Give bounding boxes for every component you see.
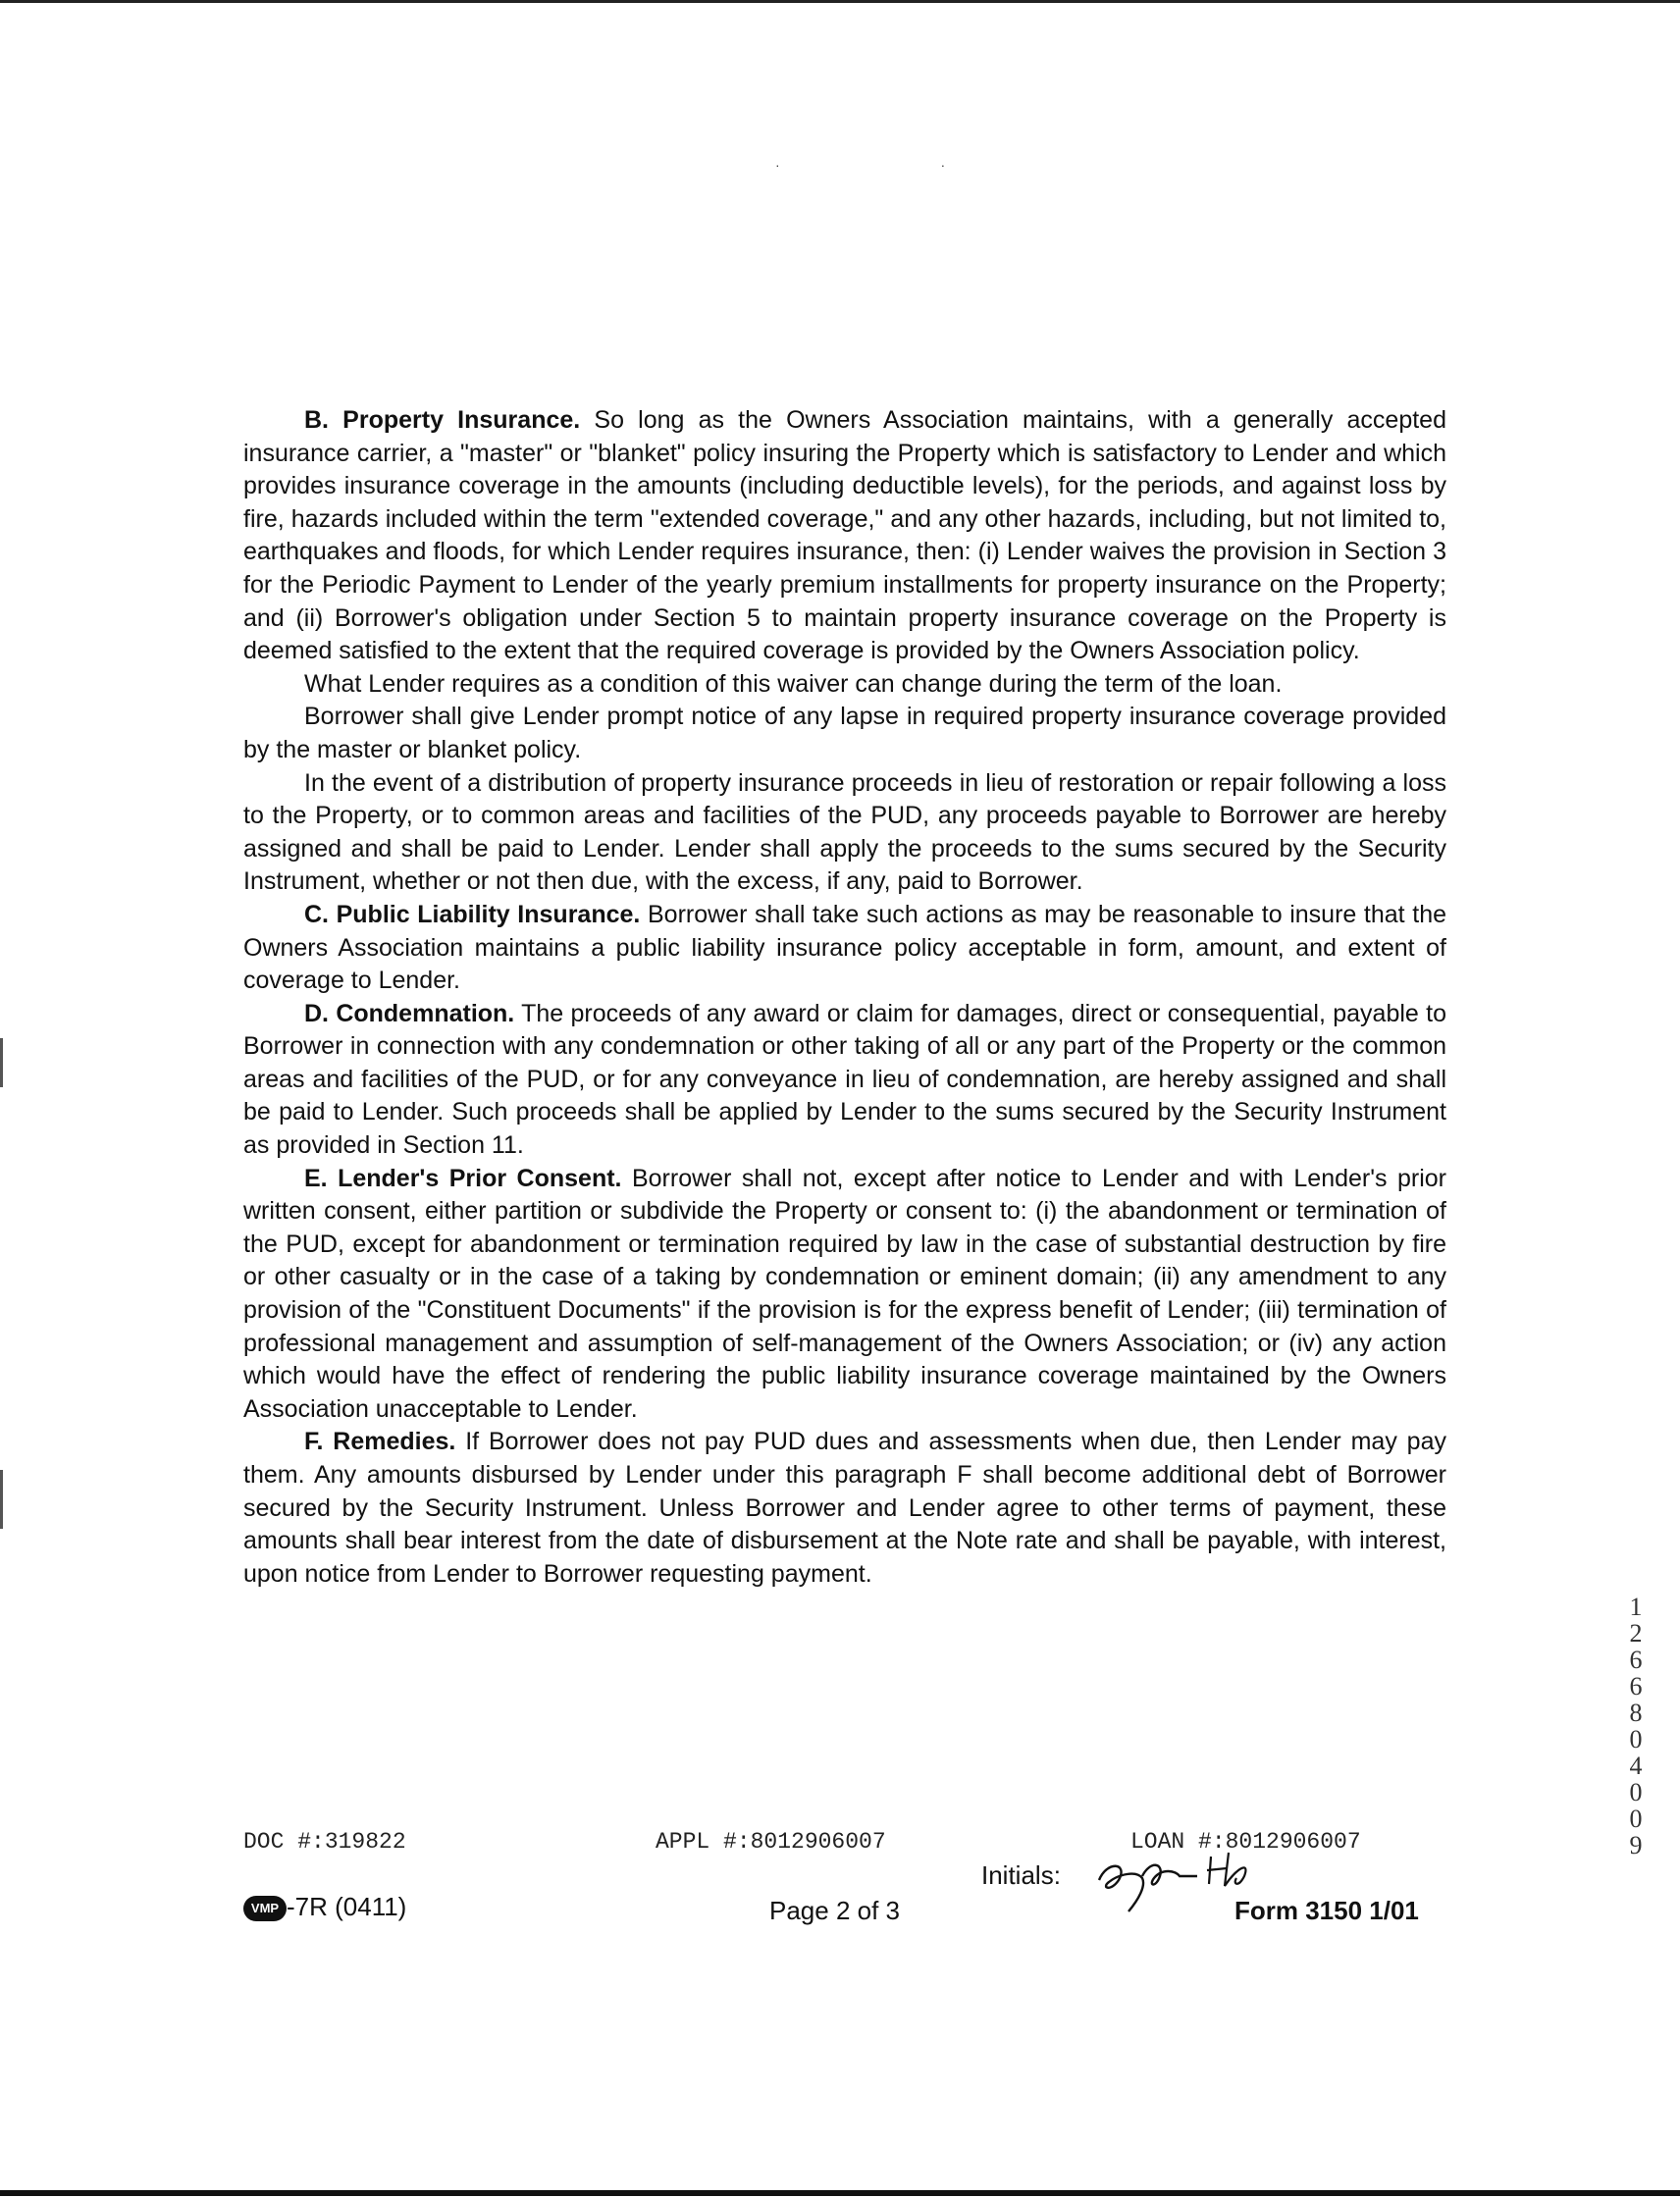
doc-number: DOC #:319822 — [243, 1829, 406, 1855]
left-edge-mark — [0, 1038, 3, 1087]
vmp-logo-icon: VMP — [243, 1896, 287, 1921]
paragraph-remedies: F. Remedies. If Borrower does not pay PUD dues and assessments when due, then Lender may pay them. Any amounts disbursed by Lender under this paragraph F shall become additional debt of Borrower secured by the Security Instrument. Unless Borrower and Lender agree to other terms of payment, these amounts shall bear interest from the date of disbursement at the Note rate and shall be payable, with interest, upon notice from Lender to Borrower requesting payment. — [243, 1428, 1446, 1588]
page-footer — [243, 1860, 1446, 1943]
paragraph-public-liability: C. Public Liability Insurance. Borrower shall take such actions as may be reasonable to insure that the Owners Association maintains a public liability insurance policy acceptable in form, amount, and extent of coverage to Lender. — [243, 900, 1446, 995]
form-code — [243, 1892, 406, 1922]
paragraph-insurance-proceeds: In the event of a distribution of property insurance proceeds in lieu of restoration or repair following a loss to the Property, or to common areas and facilities of the PUD, any proceeds payable to Borrower are hereby assigned and shall be paid to Lender. Lender shall apply the proceeds to the sums secured by the Security Instrument, whether or not then due, with the excess, if any, paid to Borrower. — [243, 768, 1446, 896]
scan-specks: · · — [775, 157, 1024, 173]
scan-edge-top — [0, 0, 1680, 3]
heading-remedies: F. Remedies. — [304, 1428, 456, 1456]
scan-edge-bottom — [0, 2190, 1680, 2196]
heading-public-liability: C. Public Liability Insurance. — [304, 900, 641, 928]
paragraph-condemnation: D. Condemnation. The proceeds of any award or claim for damages, direct or consequential, payable to Borrower in connection with any condemnation or other taking of all or any part of the Property or the common areas and facilities of the PUD, or for any conveyance in lieu of condemnation, are hereby assigned and shall be paid to Lender. Such proceeds shall be applied by Lender to the sums secured by the Security Instrument as provided in Section 11. — [243, 999, 1446, 1160]
margin-bates-stamp: 1 2 6 6 8 0 4 0 0 9 — [1629, 1593, 1643, 1859]
paragraph-lapse-notice: Borrower shall give Lender prompt notice of any lapse in required property insurance coverage provided by the master or blanket policy. — [243, 703, 1446, 763]
form-number: Form 3150 1/01 — [1234, 1896, 1419, 1925]
paragraph-waiver-condition: What Lender requires as a condition of this waiver can change during the term of the loan. — [304, 669, 1283, 698]
initials-label: Initials: — [981, 1860, 1061, 1890]
left-edge-mark — [0, 1470, 3, 1529]
paragraph-prior-consent: E. Lender's Prior Consent. Borrower shall not, except after notice to Lender and with Lender's prior written consent, either partition or subdivide the Property or consent to: (i) the abandonment or termination of the PUD, except for abandonment or termination required by law in the case of substantial destruction by fire or other casualty or in the case of a taking by condemnation or eminent domain; (ii) any amendment to any provision of the "Constituent Documents" if the provision is for the express benefit of Lender; (iii) termination of professional management and assumption of self-management of the Owners Association; or (iv) any action which would have the effect of rendering the public liability insurance coverage maintained by the Owners Association unacceptable to Lender. — [243, 1164, 1446, 1423]
heading-condemnation: D. Condemnation. — [304, 999, 515, 1027]
form-code-text: -7R (0411) — [287, 1892, 407, 1921]
loan-number: LOAN #:8012906007 — [1130, 1829, 1361, 1855]
heading-property-insurance: B. Property Insurance. — [304, 406, 581, 434]
document-body — [243, 404, 1446, 1591]
paragraph-property-insurance: B. Property Insurance. So long as the Owners Association maintains, with a generally accepted insurance carrier, a "master" or "blanket" policy insuring the Property which is satisfactory to Lender and which provides insurance coverage in the amounts (including deductible levels), for the periods, and against loss by fire, hazards included within the term "extended coverage," and any other hazards, including, but not limited to, earthquakes and floods, for which Lender requires insurance, then: (i) Lender waives the provision in Section 3 for the Periodic Payment to Lender of the yearly premium installments for property insurance on the Property; and (ii) Borrower's obligation under Section 5 to maintain property insurance coverage on the Property is deemed satisfied to the extent that the required coverage is provided by the Owners Association policy. — [243, 406, 1446, 665]
appl-number: APPL #:8012906007 — [656, 1829, 886, 1855]
heading-prior-consent: E. Lender's Prior Consent. — [304, 1164, 622, 1192]
page-number: Page 2 of 3 — [769, 1896, 900, 1925]
